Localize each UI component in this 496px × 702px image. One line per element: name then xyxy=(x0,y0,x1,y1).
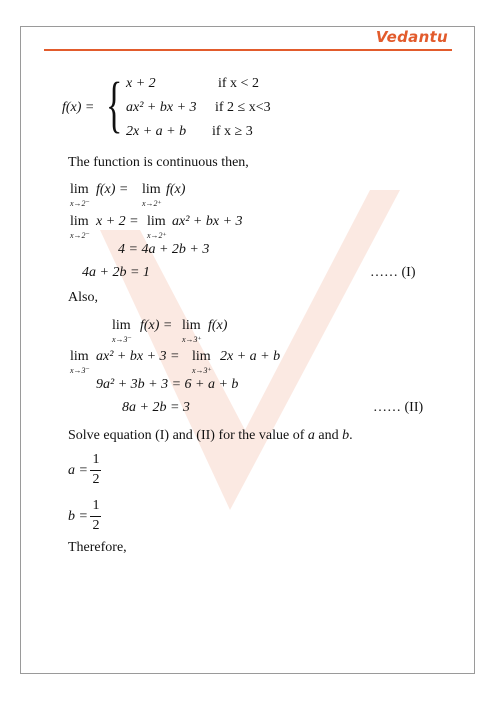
lim-word: lim xyxy=(142,182,161,197)
piecewise-brace: { xyxy=(106,71,123,139)
lim1-sub-left: x→2⁻ xyxy=(70,199,90,208)
solve-sentence xyxy=(68,428,353,444)
lim2-rhs: ax² + bx + 3 xyxy=(172,214,243,229)
header-rule xyxy=(44,49,452,51)
lim4-rhs: 2x + a + b xyxy=(220,349,281,364)
equation-4: 4a + 2b = 1 xyxy=(82,265,150,280)
equation-label-1: …… (I) xyxy=(370,265,416,280)
lim3-sub-right: x→3⁺ xyxy=(182,335,202,344)
lim-word: lim xyxy=(147,214,166,229)
solve-text: Solve equation (I) and (II) for the value of xyxy=(68,428,305,443)
lim-word: lim xyxy=(70,214,89,229)
equation-3: 4 = 4a + 2b + 3 xyxy=(118,242,210,257)
solution-a-den: 2 xyxy=(92,472,100,487)
also-text: Also, xyxy=(68,290,98,305)
solution-b-den: 2 xyxy=(92,518,100,533)
case-1-expr: x + 2 xyxy=(126,76,156,91)
equation-6: 8a + 2b = 3 xyxy=(122,400,190,415)
equation-5: 9a² + 3b + 3 = 6 + a + b xyxy=(96,377,239,392)
case-2-expr: ax² + bx + 3 xyxy=(126,100,197,115)
case-1-cond: if x < 2 xyxy=(218,76,259,91)
vedantu-logo: Vedantu xyxy=(375,28,448,46)
lim2-lhs: x + 2 = xyxy=(96,214,139,229)
lim-word: lim xyxy=(182,318,201,333)
piecewise-lhs: f(x) = xyxy=(62,100,95,115)
lim4-sub-left: x→3⁻ xyxy=(70,366,90,375)
lim-word: lim xyxy=(192,349,211,364)
lim1-rhs: f(x) xyxy=(166,182,186,197)
case-3-cond: if x ≥ 3 xyxy=(212,124,253,139)
lim3-lhs: f(x) = xyxy=(140,318,173,333)
therefore-text: Therefore, xyxy=(68,540,127,555)
var-b: b xyxy=(342,428,350,443)
lim4-lhs: ax² + bx + 3 = xyxy=(96,349,180,364)
and-text: and xyxy=(318,428,339,443)
lim-word: lim xyxy=(112,318,131,333)
solution-a-bar xyxy=(90,470,101,471)
lim2-sub-left: x→2⁻ xyxy=(70,231,90,240)
lim3-rhs: f(x) xyxy=(208,318,228,333)
period: . xyxy=(349,428,353,443)
lim-word: lim xyxy=(70,182,89,197)
lim1-lhs: f(x) = xyxy=(96,182,129,197)
continuity-statement: The function is continuous then, xyxy=(68,155,249,170)
solution-b-bar xyxy=(90,516,101,517)
case-3-expr: 2x + a + b xyxy=(126,124,187,139)
solution-a-num: 1 xyxy=(92,452,100,467)
solution-a-lhs: a = xyxy=(68,463,88,478)
solution-b-lhs: b = xyxy=(68,509,88,524)
case-2-cond: if 2 ≤ x<3 xyxy=(215,100,271,115)
lim4-sub-right: x→3⁺ xyxy=(192,366,212,375)
lim2-sub-right: x→2⁺ xyxy=(147,231,167,240)
lim3-sub-left: x→3⁻ xyxy=(112,335,132,344)
solution-b-num: 1 xyxy=(92,498,100,513)
lim-word: lim xyxy=(70,349,89,364)
equation-label-2: …… (II) xyxy=(373,400,424,415)
lim1-sub-right: x→2⁺ xyxy=(142,199,162,208)
var-a: a xyxy=(307,428,315,443)
